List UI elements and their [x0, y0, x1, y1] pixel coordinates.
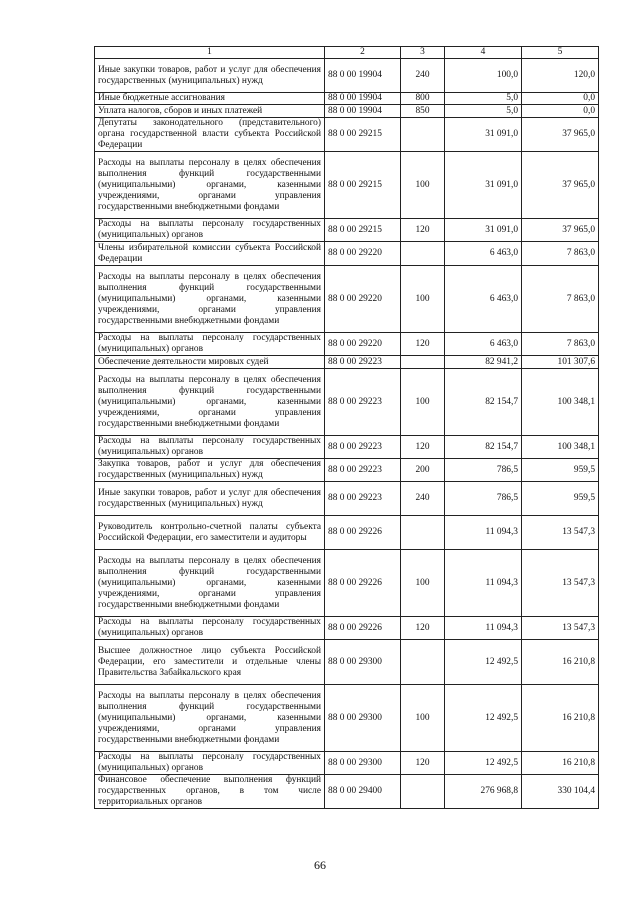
table-row: [95, 266, 599, 333]
table-row: [95, 242, 599, 266]
table-row: [95, 482, 599, 516]
row-sum-year2-cell: 13 547,3: [522, 516, 599, 550]
row-name-cell: Расходы на выплаты персоналу в целях обеспечения выполнения функций государственными (муниципальными) органами, казенными учреждениями, органами управления государственными внебюджетными фондами: [95, 685, 325, 752]
row-name-cell: Обеспечение деятельности мировых судей: [95, 356, 325, 369]
row-expense-type-cell: 120: [401, 436, 445, 459]
row-sum-year1-cell: 11 094,3: [445, 617, 522, 640]
row-name-cell: Высшее должностное лицо субъекта Российской Федерации, его заместители и отдельные члены Правительства Забайкальского края: [95, 640, 325, 685]
table-row: [95, 219, 599, 242]
row-name-cell: Расходы на выплаты персоналу государственных (муниципальных) органов: [95, 617, 325, 640]
row-name-cell: Руководитель контрольно-счетной палаты субъекта Российской Федерации, его заместители и аудиторы: [95, 516, 325, 550]
row-expense-type-cell: [401, 516, 445, 550]
row-sum-year2-cell: 7 863,0: [522, 266, 599, 333]
row-name-cell: Расходы на выплаты персоналу в целях обеспечения выполнения функций государственными (муниципальными) органами, казенными учреждениями, органами управления государственными внебюджетными фондами: [95, 152, 325, 219]
budget-table: [94, 46, 599, 809]
row-code-cell: 88 0 00 29300: [325, 685, 401, 752]
row-sum-year2-cell: 37 965,0: [522, 152, 599, 219]
row-expense-type-cell: 100: [401, 369, 445, 436]
row-sum-year1-cell: 82 154,7: [445, 369, 522, 436]
table-row: [95, 459, 599, 482]
row-sum-year2-cell: 37 965,0: [522, 118, 599, 152]
row-expense-type-cell: 100: [401, 266, 445, 333]
row-code-cell: 88 0 00 29223: [325, 356, 401, 369]
table-row: [95, 333, 599, 356]
row-name-cell: Расходы на выплаты персоналу государственных (муниципальных) органов: [95, 436, 325, 459]
row-sum-year1-cell: 82 941,2: [445, 356, 522, 369]
row-code-cell: 88 0 00 29300: [325, 640, 401, 685]
table-row: [95, 550, 599, 617]
table-row: [95, 685, 599, 752]
row-expense-type-cell: 100: [401, 550, 445, 617]
row-expense-type-cell: [401, 242, 445, 266]
row-code-cell: 88 0 00 29223: [325, 436, 401, 459]
table-row: [95, 752, 599, 775]
row-sum-year1-cell: 276 968,8: [445, 775, 522, 809]
row-sum-year2-cell: 959,5: [522, 459, 599, 482]
table-row: [95, 775, 599, 809]
row-sum-year1-cell: 100,0: [445, 59, 522, 93]
row-sum-year2-cell: 37 965,0: [522, 219, 599, 242]
row-sum-year1-cell: 31 091,0: [445, 219, 522, 242]
row-expense-type-cell: 120: [401, 333, 445, 356]
table-row: [95, 640, 599, 685]
row-code-cell: 88 0 00 29220: [325, 242, 401, 266]
row-expense-type-cell: 800: [401, 93, 445, 105]
row-expense-type-cell: 100: [401, 152, 445, 219]
row-code-cell: 88 0 00 29220: [325, 333, 401, 356]
row-expense-type-cell: 120: [401, 219, 445, 242]
row-sum-year1-cell: 786,5: [445, 459, 522, 482]
row-code-cell: 88 0 00 29226: [325, 550, 401, 617]
row-expense-type-cell: [401, 118, 445, 152]
row-sum-year2-cell: 13 547,3: [522, 550, 599, 617]
row-sum-year2-cell: 959,5: [522, 482, 599, 516]
row-name-cell: Финансовое обеспечение выполнения функций государственных органов, в том числе территориальных органов: [95, 775, 325, 809]
row-code-cell: 88 0 00 29226: [325, 617, 401, 640]
table-row: [95, 516, 599, 550]
row-sum-year1-cell: 5,0: [445, 93, 522, 105]
row-sum-year2-cell: 16 210,8: [522, 752, 599, 775]
row-sum-year2-cell: 100 348,1: [522, 369, 599, 436]
row-name-cell: Закупка товаров, работ и услуг для обеспечения государственных (муниципальных) нужд: [95, 459, 325, 482]
table-row: [95, 356, 599, 369]
row-sum-year2-cell: 16 210,8: [522, 640, 599, 685]
row-sum-year2-cell: 120,0: [522, 59, 599, 93]
row-name-cell: Иные бюджетные ассигнования: [95, 93, 325, 105]
row-expense-type-cell: 120: [401, 752, 445, 775]
row-sum-year2-cell: 100 348,1: [522, 436, 599, 459]
header-cell: 2: [325, 47, 401, 59]
row-sum-year1-cell: 11 094,3: [445, 550, 522, 617]
row-name-cell: Расходы на выплаты персоналу государственных (муниципальных) органов: [95, 219, 325, 242]
header-cell: 4: [445, 47, 522, 59]
row-sum-year1-cell: 6 463,0: [445, 242, 522, 266]
row-name-cell: Расходы на выплаты персоналу государственных (муниципальных) органов: [95, 333, 325, 356]
row-code-cell: 88 0 00 19904: [325, 93, 401, 105]
row-code-cell: 88 0 00 29300: [325, 752, 401, 775]
row-sum-year1-cell: 12 492,5: [445, 640, 522, 685]
table-row: [95, 59, 599, 93]
row-sum-year2-cell: 0,0: [522, 93, 599, 105]
row-sum-year1-cell: 786,5: [445, 482, 522, 516]
row-code-cell: 88 0 00 29223: [325, 369, 401, 436]
row-expense-type-cell: [401, 775, 445, 809]
row-sum-year2-cell: 7 863,0: [522, 333, 599, 356]
table-row: [95, 369, 599, 436]
table-row: [95, 436, 599, 459]
table-row: [95, 105, 599, 118]
row-code-cell: 88 0 00 29400: [325, 775, 401, 809]
header-cell: 1: [95, 47, 325, 59]
row-sum-year2-cell: 16 210,8: [522, 685, 599, 752]
row-name-cell: Члены избирательной комиссии субъекта Российской Федерации: [95, 242, 325, 266]
row-sum-year1-cell: 6 463,0: [445, 266, 522, 333]
page-number: 66: [314, 858, 326, 872]
row-expense-type-cell: 120: [401, 617, 445, 640]
table-row: [95, 152, 599, 219]
header-row: [95, 47, 599, 59]
row-code-cell: 88 0 00 19904: [325, 59, 401, 93]
row-sum-year2-cell: 7 863,0: [522, 242, 599, 266]
header-cell: 5: [522, 47, 599, 59]
row-sum-year1-cell: 82 154,7: [445, 436, 522, 459]
row-sum-year2-cell: 0,0: [522, 105, 599, 118]
row-expense-type-cell: [401, 640, 445, 685]
row-name-cell: Депутаты законодательного (представительного) органа государственной власти субъекта Российской Федерации: [95, 118, 325, 152]
row-sum-year2-cell: 13 547,3: [522, 617, 599, 640]
header-cell: 3: [401, 47, 445, 59]
row-code-cell: 88 0 00 29215: [325, 152, 401, 219]
row-expense-type-cell: 100: [401, 685, 445, 752]
row-code-cell: 88 0 00 29220: [325, 266, 401, 333]
table-row: [95, 93, 599, 105]
row-code-cell: 88 0 00 29223: [325, 459, 401, 482]
row-code-cell: 88 0 00 29226: [325, 516, 401, 550]
row-sum-year1-cell: 31 091,0: [445, 152, 522, 219]
row-name-cell: Иные закупки товаров, работ и услуг для обеспечения государственных (муниципальных) нужд: [95, 482, 325, 516]
budget-table-body: [95, 47, 599, 809]
row-expense-type-cell: 200: [401, 459, 445, 482]
row-expense-type-cell: [401, 356, 445, 369]
row-sum-year1-cell: 6 463,0: [445, 333, 522, 356]
row-expense-type-cell: 240: [401, 59, 445, 93]
row-expense-type-cell: 850: [401, 105, 445, 118]
row-name-cell: Уплата налогов, сборов и иных платежей: [95, 105, 325, 118]
row-name-cell: Расходы на выплаты персоналу в целях обеспечения выполнения функций государственными (муниципальными) органами, казенными учреждениями, органами управления государственными внебюджетными фондами: [95, 369, 325, 436]
row-expense-type-cell: 240: [401, 482, 445, 516]
row-sum-year2-cell: 330 104,4: [522, 775, 599, 809]
row-sum-year1-cell: 12 492,5: [445, 752, 522, 775]
row-sum-year1-cell: 12 492,5: [445, 685, 522, 752]
row-code-cell: 88 0 00 29223: [325, 482, 401, 516]
table-row: [95, 118, 599, 152]
row-name-cell: Расходы на выплаты персоналу в целях обеспечения выполнения функций государственными (муниципальными) органами, казенными учреждениями, органами управления государственными внебюджетными фондами: [95, 266, 325, 333]
row-name-cell: Расходы на выплаты персоналу государственных (муниципальных) органов: [95, 752, 325, 775]
row-sum-year2-cell: 101 307,6: [522, 356, 599, 369]
row-name-cell: Расходы на выплаты персоналу в целях обеспечения выполнения функций государственными (муниципальными) органами, казенными учреждениями, органами управления государственными внебюджетными фондами: [95, 550, 325, 617]
row-sum-year1-cell: 5,0: [445, 105, 522, 118]
row-sum-year1-cell: 11 094,3: [445, 516, 522, 550]
table-row: [95, 617, 599, 640]
row-sum-year1-cell: 31 091,0: [445, 118, 522, 152]
row-name-cell: Иные закупки товаров, работ и услуг для обеспечения государственных (муниципальных) нужд: [95, 59, 325, 93]
row-code-cell: 88 0 00 29215: [325, 118, 401, 152]
row-code-cell: 88 0 00 19904: [325, 105, 401, 118]
row-code-cell: 88 0 00 29215: [325, 219, 401, 242]
